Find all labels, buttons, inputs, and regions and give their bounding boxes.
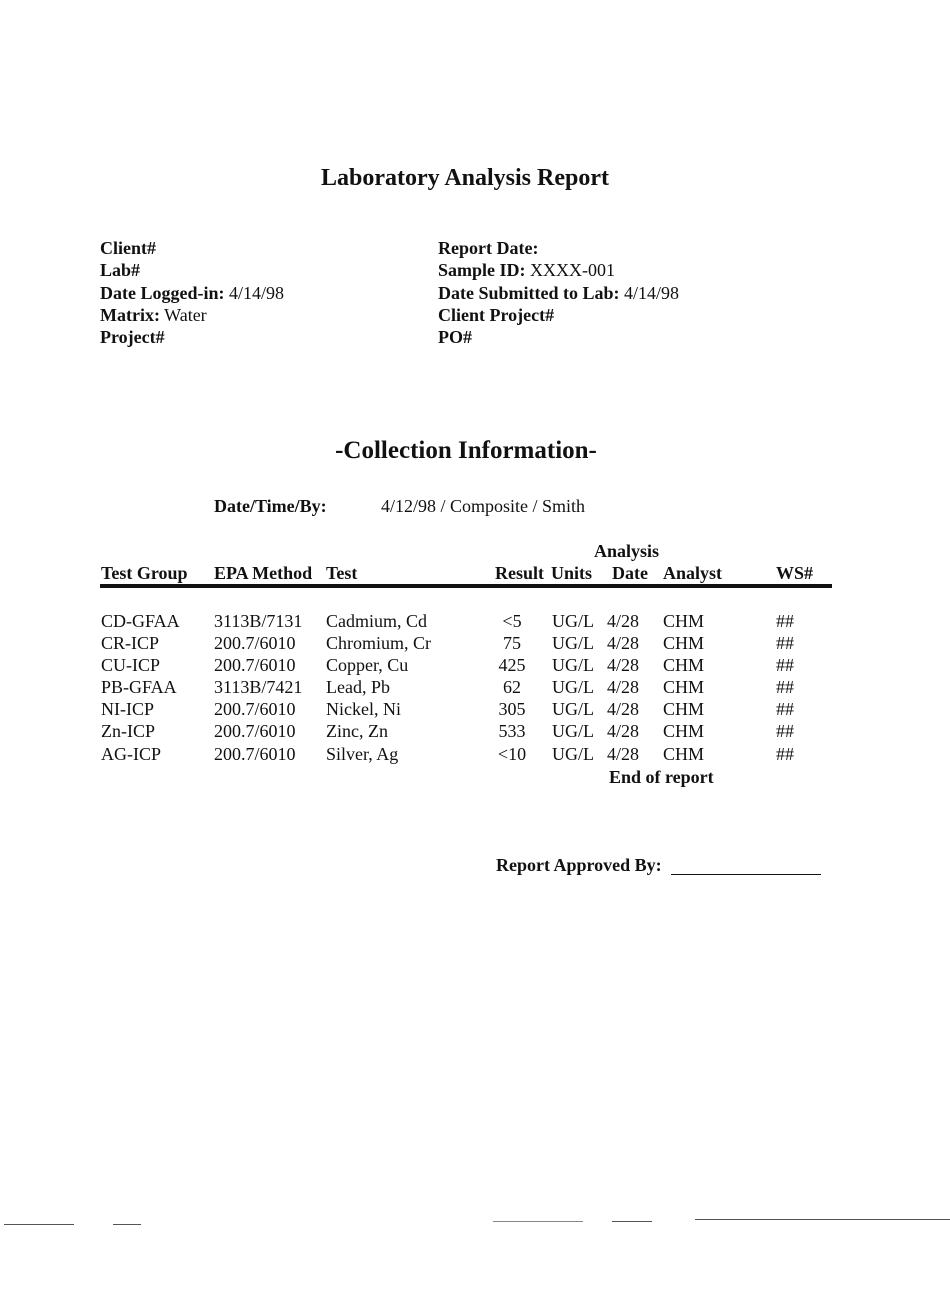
date-submitted-label: Date Submitted to Lab: xyxy=(438,283,620,303)
cell-epa-method: 200.7/6010 xyxy=(214,699,296,719)
cell-test: Silver, Ag xyxy=(326,744,399,764)
cell-analyst: CHM xyxy=(663,611,705,631)
cell-result: 75 xyxy=(503,633,521,653)
report-title: Laboratory Analysis Report xyxy=(321,165,609,191)
table-row xyxy=(0,744,950,766)
sample-id-label: Sample ID: xyxy=(438,260,526,280)
table-row xyxy=(0,655,950,677)
header-test: Test xyxy=(326,563,358,583)
cell-ws: ## xyxy=(776,721,794,741)
cell-units: UG/L xyxy=(552,633,594,653)
client-field xyxy=(100,237,156,259)
cell-analyst: CHM xyxy=(663,633,705,653)
cell-test: Chromium, Cr xyxy=(326,633,432,653)
cell-test-group: CD-GFAA xyxy=(101,611,180,631)
collection-label: Date/Time/By: xyxy=(214,496,327,516)
date-logged-in-value: 4/14/98 xyxy=(229,283,285,303)
sample-id-value: XXXX-001 xyxy=(530,260,616,280)
matrix-value: Water xyxy=(164,305,207,325)
cell-result: <10 xyxy=(497,744,527,764)
cell-ws: ## xyxy=(776,655,794,675)
table-row xyxy=(0,611,950,633)
cell-units: UG/L xyxy=(552,744,594,764)
table-row xyxy=(0,721,950,743)
date-submitted-field xyxy=(438,282,679,304)
header-analyst: Analyst xyxy=(663,563,723,583)
cell-result: 305 xyxy=(498,699,526,719)
cell-analyst: CHM xyxy=(663,699,705,719)
sample-id-field xyxy=(438,259,615,281)
header-rule xyxy=(100,584,832,588)
date-logged-in-label: Date Logged-in: xyxy=(100,283,225,303)
cell-date: 4/28 xyxy=(607,611,640,631)
table-row xyxy=(0,677,950,699)
report-date-field xyxy=(438,237,538,259)
cell-test: Nickel, Ni xyxy=(326,699,401,719)
cell-analyst: CHM xyxy=(663,677,705,697)
cell-ws: ## xyxy=(776,677,794,697)
scan-artifact xyxy=(4,1224,74,1225)
cell-test-group: PB-GFAA xyxy=(101,677,177,697)
cell-ws: ## xyxy=(776,699,794,719)
cell-test: Copper, Cu xyxy=(326,655,409,675)
date-submitted-value: 4/14/98 xyxy=(624,283,680,303)
table-row xyxy=(0,699,950,721)
cell-date: 4/28 xyxy=(607,633,640,653)
cell-result: 425 xyxy=(498,655,526,675)
report-date-label: Report Date: xyxy=(438,238,539,258)
header-date: Date xyxy=(612,563,648,583)
scan-artifact xyxy=(695,1219,950,1220)
cell-ws: ## xyxy=(776,744,794,764)
cell-units: UG/L xyxy=(552,721,594,741)
client-project-label: Client Project# xyxy=(438,305,555,325)
cell-date: 4/28 xyxy=(607,744,640,764)
project-field xyxy=(100,326,165,348)
report-approved-label: Report Approved By: xyxy=(496,855,662,875)
header-ws: WS# xyxy=(776,563,814,583)
cell-date: 4/28 xyxy=(607,721,640,741)
cell-ws: ## xyxy=(776,611,794,631)
cell-date: 4/28 xyxy=(607,699,640,719)
header-result: Result xyxy=(495,563,544,583)
cell-test: Lead, Pb xyxy=(326,677,390,697)
cell-units: UG/L xyxy=(552,611,594,631)
table-row xyxy=(0,633,950,655)
cell-analyst: CHM xyxy=(663,655,705,675)
header-epa-method: EPA Method xyxy=(214,563,313,583)
cell-epa-method: 200.7/6010 xyxy=(214,633,296,653)
cell-result: <5 xyxy=(502,611,522,631)
matrix-label: Matrix: xyxy=(100,305,160,325)
collection-value: 4/12/98 / Composite / Smith xyxy=(381,496,586,516)
cell-analyst: CHM xyxy=(663,744,705,764)
cell-units: UG/L xyxy=(552,655,594,675)
client-label: Client# xyxy=(100,238,156,258)
scan-artifact xyxy=(113,1224,141,1225)
scan-artifact xyxy=(493,1221,583,1222)
project-label: Project# xyxy=(100,327,165,347)
cell-test: Zinc, Zn xyxy=(326,721,388,741)
lab-field xyxy=(100,259,140,281)
client-project-field xyxy=(438,304,554,326)
scan-artifact xyxy=(612,1221,652,1222)
cell-epa-method: 3113B/7421 xyxy=(214,677,303,697)
cell-result: 533 xyxy=(498,721,526,741)
lab-label: Lab# xyxy=(100,260,141,280)
cell-analyst: CHM xyxy=(663,721,705,741)
signature-line xyxy=(671,874,821,875)
cell-test-group: CR-ICP xyxy=(101,633,160,653)
cell-test: Cadmium, Cd xyxy=(326,611,428,631)
cell-test-group: Zn-ICP xyxy=(101,721,155,741)
cell-units: UG/L xyxy=(552,699,594,719)
cell-epa-method: 200.7/6010 xyxy=(214,721,296,741)
header-units: Units xyxy=(551,563,593,583)
cell-date: 4/28 xyxy=(607,677,640,697)
po-label: PO# xyxy=(438,327,472,347)
cell-epa-method: 200.7/6010 xyxy=(214,744,296,764)
cell-test-group: NI-ICP xyxy=(101,699,154,719)
cell-epa-method: 3113B/7131 xyxy=(214,611,303,631)
analysis-group-header: Analysis xyxy=(594,541,660,561)
cell-result: 62 xyxy=(503,677,521,697)
cell-test-group: AG-ICP xyxy=(101,744,162,764)
cell-ws: ## xyxy=(776,633,794,653)
end-of-report: End of report xyxy=(609,767,714,787)
cell-date: 4/28 xyxy=(607,655,640,675)
cell-test-group: CU-ICP xyxy=(101,655,161,675)
cell-epa-method: 200.7/6010 xyxy=(214,655,296,675)
date-logged-in-field xyxy=(100,282,284,304)
cell-units: UG/L xyxy=(552,677,594,697)
matrix-field xyxy=(100,304,207,326)
header-test-group: Test Group xyxy=(101,563,188,583)
po-field xyxy=(438,326,472,348)
collection-heading: -Collection Information- xyxy=(335,437,597,464)
